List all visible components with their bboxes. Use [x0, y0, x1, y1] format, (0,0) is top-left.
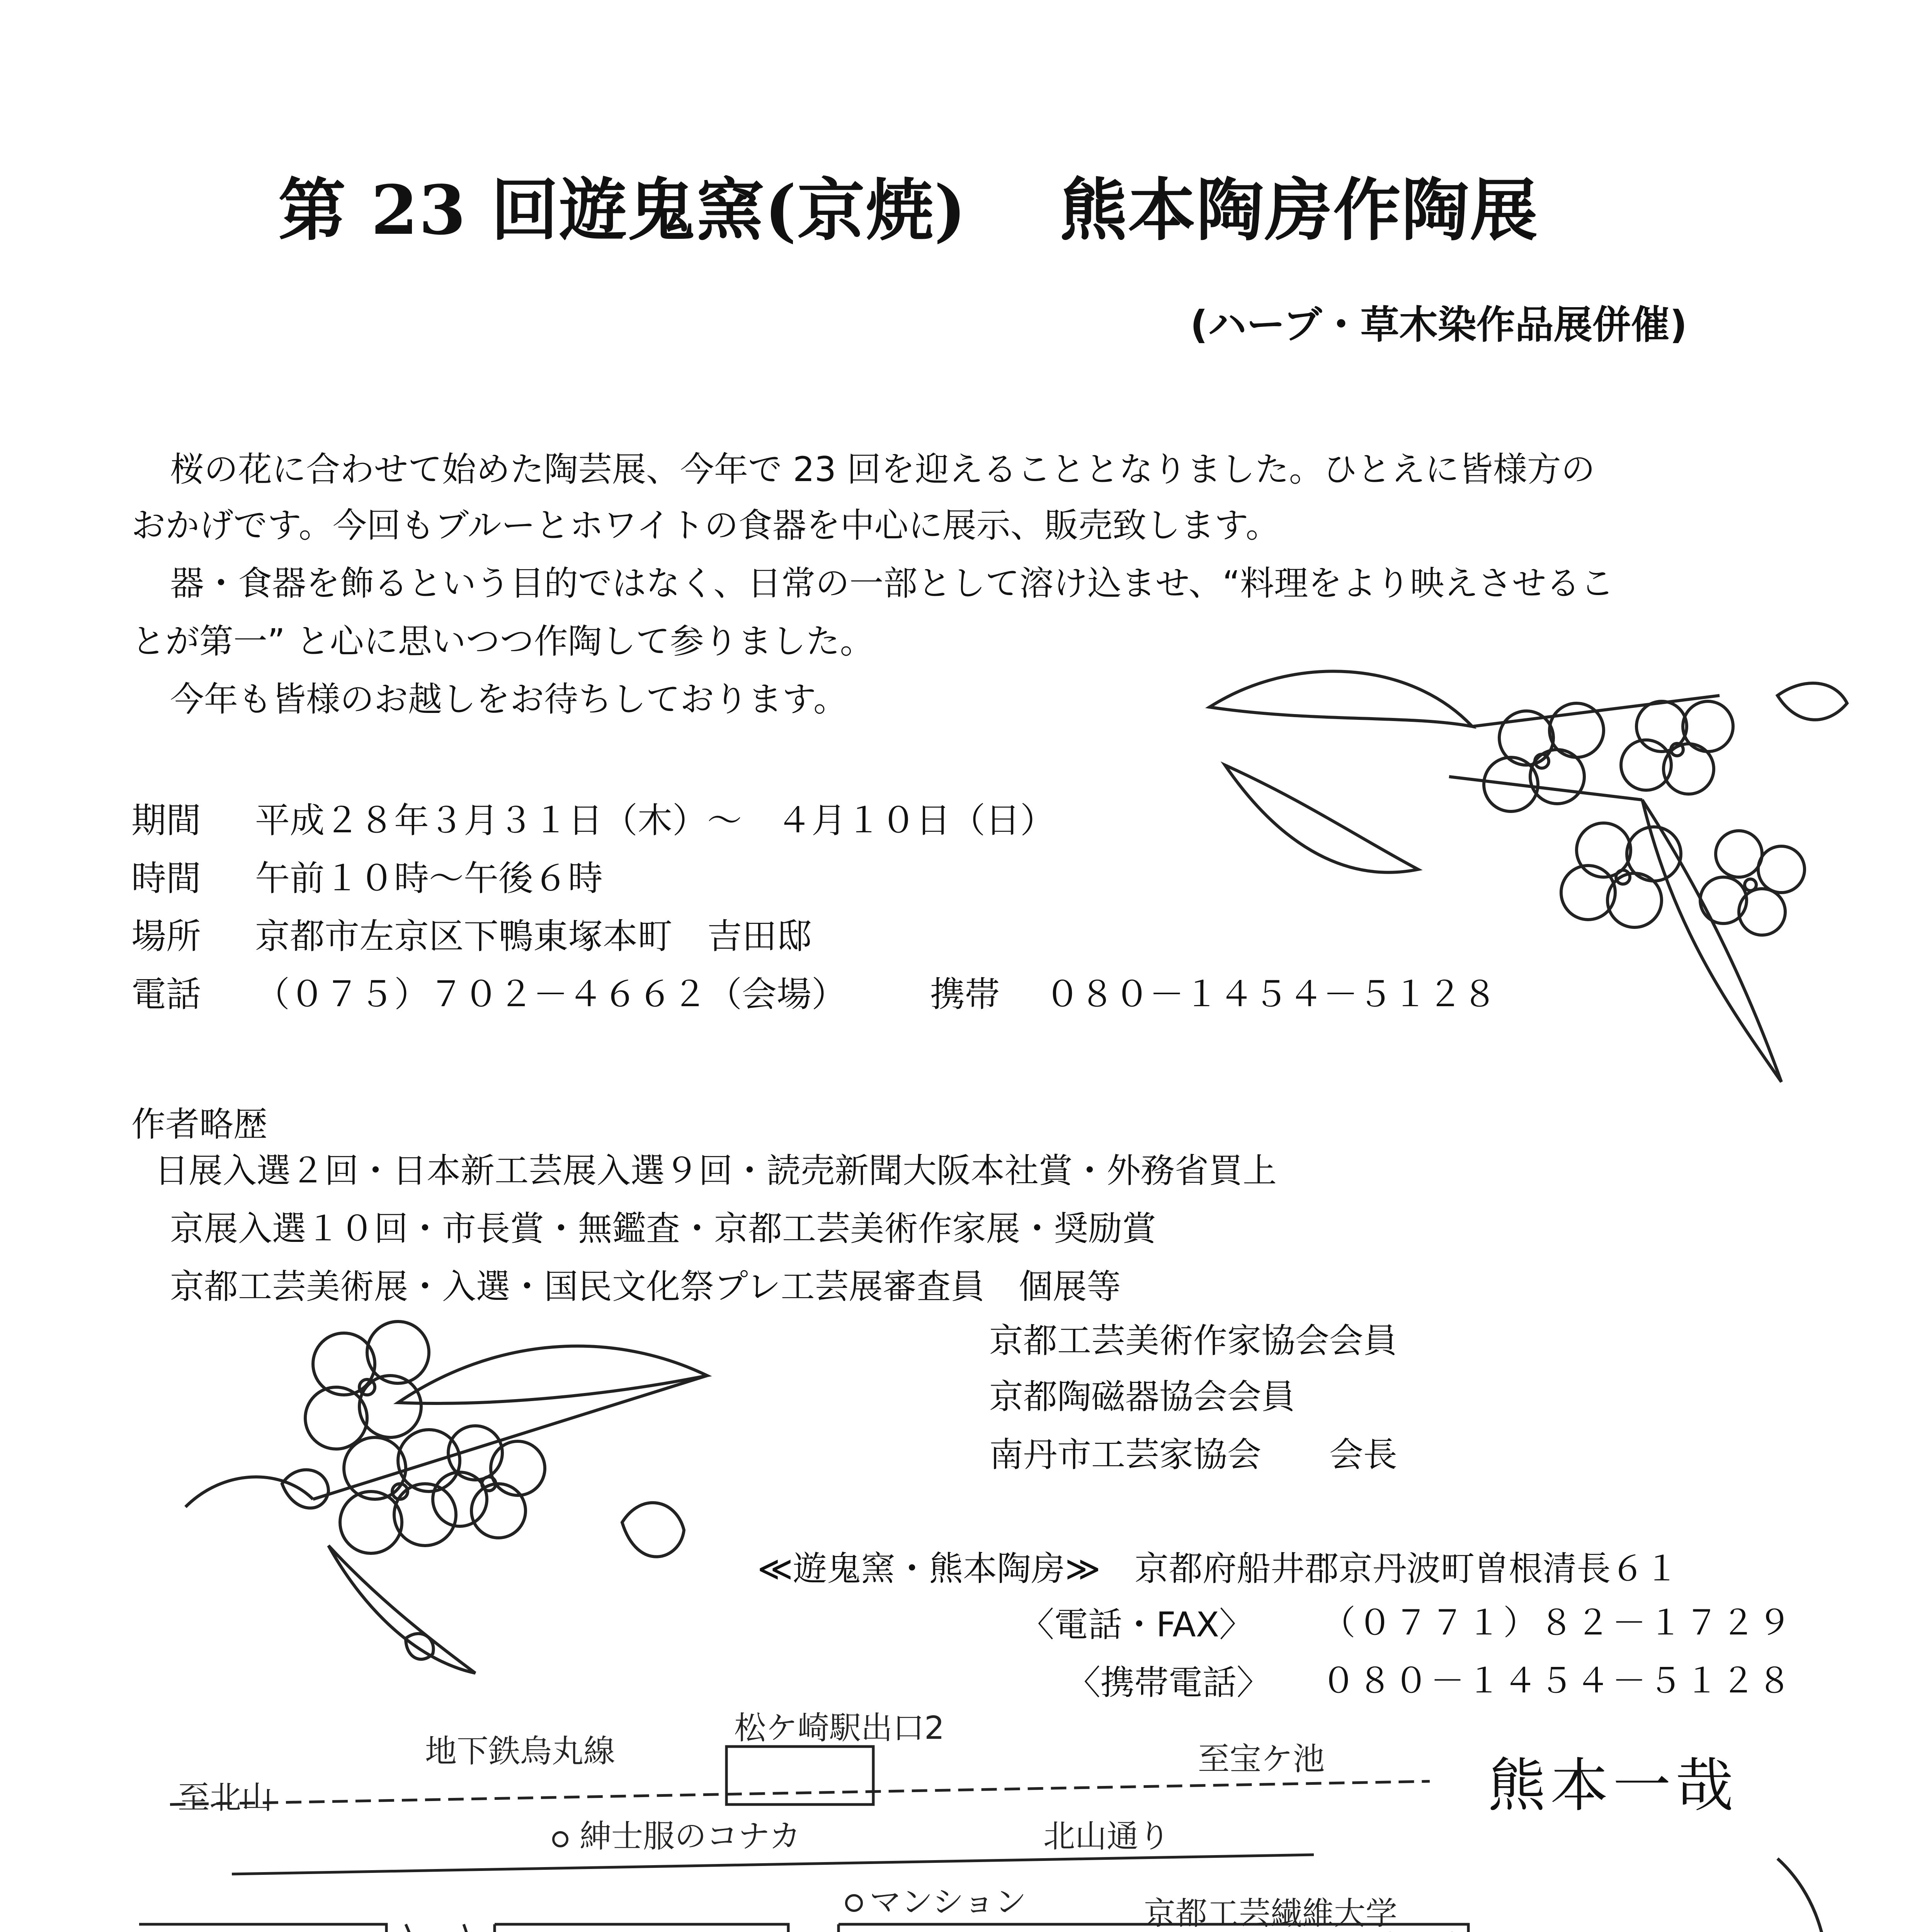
- subway-line-track: [170, 1781, 1430, 1804]
- label-subway-line: 地下鉄烏丸線: [425, 1733, 616, 1770]
- membership-3: 南丹市工芸家協会 会長: [989, 1435, 1398, 1475]
- mobile-contact-label: 〈携帯電話〉: [1067, 1663, 1271, 1702]
- mobile-contact-value: ０８０－１４５４－５１２８: [1322, 1661, 1794, 1701]
- signature: 熊本一哉: [1488, 1752, 1738, 1820]
- label-mansion: マンション: [869, 1884, 1027, 1920]
- intro-line-2: おかげです。今回もブルーとホワイトの食器を中心に展示、販売致します。: [131, 505, 1280, 545]
- place-label: 場所: [131, 916, 201, 957]
- tel-value: （０７７１）８２－１７２９: [1322, 1603, 1794, 1643]
- time-label: 時間: [131, 858, 201, 899]
- studio-address: ≪遊鬼窯・熊本陶房≫ 京都府船井郡京丹波町曽根清長６１: [757, 1549, 1679, 1588]
- mobile-value: ０８０－１４５４－５１２８: [1045, 974, 1497, 1015]
- time-value: 午前１０時～午後６時: [255, 858, 603, 899]
- intro-line-4: とが第一” と心に思いつつ作陶して参りました。: [131, 621, 874, 661]
- intro-line-1: 桜の花に合わせて始めた陶芸展、今年で 23 回を迎えることとなりました。ひとえに皆様方の: [170, 449, 1595, 489]
- label-to-takaragaike: 至宝ケ池: [1198, 1741, 1325, 1777]
- page-title: 第 23 回遊鬼窯(京焼) 熊本陶房作陶展: [278, 171, 1538, 250]
- membership-1: 京都工芸美術作家協会会員: [989, 1321, 1398, 1361]
- bio-line-1: 日展入選２回・日本新工芸展入選９回・読売新聞大阪本社賞・外務省買上: [155, 1151, 1277, 1190]
- label-kitayama-dori: 北山通り: [1043, 1818, 1170, 1855]
- road-west-block: [139, 1924, 386, 1932]
- road-center-block: [495, 1924, 788, 1932]
- phone-label: 電話: [131, 974, 201, 1015]
- phone-value: （０７５）７０２－４６６２（会場）: [255, 974, 846, 1015]
- label-to-kitayama: 至北山: [178, 1779, 273, 1816]
- membership-2: 京都陶磁器協会会員: [989, 1377, 1296, 1417]
- period-value: 平成２８年３月３１日（木）～ ４月１０日（日）: [255, 800, 1055, 841]
- bio-line-3: 京都工芸美術展・入選・国民文化祭プレ工芸展審査員 個展等: [170, 1267, 1121, 1306]
- page-subtitle: (ハーブ・草木染作品展併催): [1190, 302, 1687, 347]
- bio-heading: 作者略歴: [131, 1104, 268, 1144]
- bio-line-2: 京展入選１０回・市長賞・無鑑査・京都工芸美術作家展・奨励賞: [170, 1209, 1157, 1248]
- label-konaka: 紳士服のコナカ: [580, 1818, 801, 1855]
- intro-line-3: 器・食器を飾るという目的ではなく、日常の一部として溶け込ませ、“料理をより映えさせるこ: [170, 563, 1614, 603]
- period-label: 期間: [131, 800, 201, 841]
- river-left-bank: [406, 1924, 456, 1932]
- tel-label: 〈電話・FAX〉: [1020, 1605, 1254, 1645]
- intro-line-5: 今年も皆様のお越しをお待ちしております。: [170, 679, 847, 719]
- kitayama-road-line: [232, 1855, 1314, 1874]
- mobile-label: 携帯: [930, 974, 1000, 1015]
- station-box: [726, 1747, 873, 1804]
- label-kougei-university: 京都工芸繊維大学: [1144, 1895, 1398, 1932]
- label-station-exit: 松ケ崎駅出口2: [734, 1710, 945, 1747]
- place-value: 京都市左京区下鴨東塚本町 吉田邸: [255, 916, 811, 957]
